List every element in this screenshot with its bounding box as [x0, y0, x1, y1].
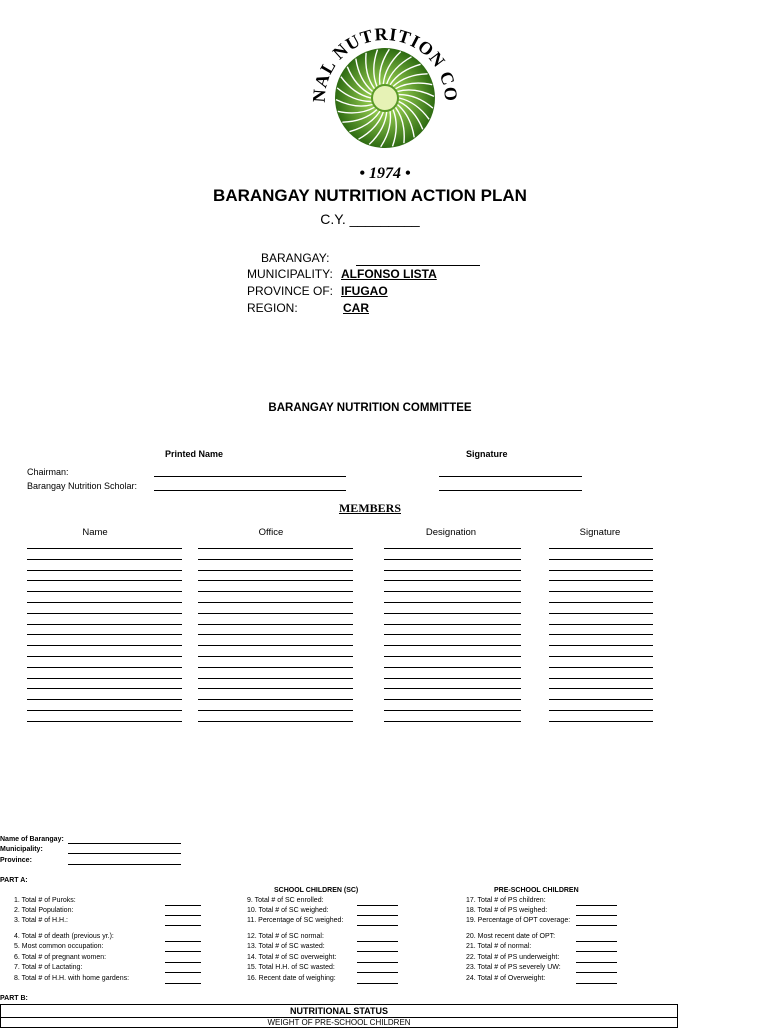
member-office-line[interactable]: [198, 602, 353, 603]
member-designation-line[interactable]: [384, 570, 521, 571]
member-office-line[interactable]: [198, 613, 353, 614]
part-a-item-label: 6. Total # of pregnant women:: [14, 954, 107, 961]
part-a-item-label: 1. Total # of Puroks:: [14, 897, 76, 904]
part-a-ps-item-label: 18. Total # of PS weighed:: [466, 907, 548, 914]
part-a-sc-item-blank[interactable]: [357, 972, 398, 973]
scholar-label: Barangay Nutrition Scholar:: [27, 481, 138, 491]
member-signature-line[interactable]: [549, 602, 653, 603]
member-name-line[interactable]: [27, 548, 182, 549]
member-designation-line[interactable]: [384, 624, 521, 625]
member-designation-line[interactable]: [384, 602, 521, 603]
name-of-barangay-line[interactable]: [68, 843, 181, 844]
part-a-sc-item-label: 16. Recent date of weighing:: [247, 975, 336, 982]
member-designation-line[interactable]: [384, 699, 521, 700]
member-name-line[interactable]: [27, 678, 182, 679]
nutritional-status-table: [0, 1004, 678, 1028]
signature-header: Signature: [466, 449, 508, 459]
member-name-line[interactable]: [27, 602, 182, 603]
members-col-office: Office: [258, 527, 284, 538]
part-a-item-blank[interactable]: [165, 925, 201, 926]
member-signature-line[interactable]: [549, 688, 653, 689]
part-a-sc-item-label: 13. Total # of SC wasted:: [247, 943, 325, 950]
member-signature-line[interactable]: [549, 634, 653, 635]
member-name-line[interactable]: [27, 721, 182, 722]
region-value-text: CAR: [343, 301, 369, 315]
member-office-line[interactable]: [198, 678, 353, 679]
part-a-sc-item-label: 11. Percentage of SC weighed:: [247, 917, 344, 924]
page-title: BARANGAY NUTRITION ACTION PLAN: [213, 186, 527, 205]
scholar-name-line[interactable]: [154, 490, 346, 491]
member-designation-line[interactable]: [384, 678, 521, 679]
member-signature-line[interactable]: [549, 559, 653, 560]
member-office-line[interactable]: [198, 667, 353, 668]
chairman-signature-line[interactable]: [439, 476, 582, 477]
part-a-ps-item-label: 24. Total # of Overweight:: [466, 975, 546, 982]
member-name-line[interactable]: [27, 667, 182, 668]
member-designation-line[interactable]: [384, 656, 521, 657]
part-a-ps-item-label: 20. Most recent date of OPT:: [466, 933, 556, 940]
part-a-ps-item-label: 23. Total # of PS severely UW:: [466, 964, 561, 971]
member-designation-line[interactable]: [384, 613, 521, 614]
member-designation-line[interactable]: [384, 559, 521, 560]
part-a-item-blank[interactable]: [165, 983, 201, 984]
member-name-line[interactable]: [27, 656, 182, 657]
member-office-line[interactable]: [198, 580, 353, 581]
chairman-name-line[interactable]: [154, 476, 346, 477]
barangay-blank[interactable]: [356, 254, 480, 266]
member-office-line[interactable]: [198, 699, 353, 700]
member-office-line[interactable]: [198, 710, 353, 711]
part-a-sc-item-blank[interactable]: [357, 983, 398, 984]
part-a-sc-item-blank[interactable]: [357, 915, 398, 916]
scholar-signature-line[interactable]: [439, 490, 582, 491]
region-label: REGION:: [247, 301, 298, 315]
member-designation-line[interactable]: [384, 634, 521, 635]
member-designation-line[interactable]: [384, 645, 521, 646]
member-designation-line[interactable]: [384, 688, 521, 689]
part-a-item-label: 7. Total # of Lactating:: [14, 964, 83, 971]
municipality-label: MUNICIPALITY:: [247, 267, 333, 281]
part-a-ps-item-blank[interactable]: [576, 925, 617, 926]
part-a-ps-item-blank[interactable]: [576, 905, 617, 906]
member-name-line[interactable]: [27, 688, 182, 689]
part-b-label: PART B:: [0, 995, 28, 1002]
part-a-sc-item-label: 12. Total # of SC normal:: [247, 933, 324, 940]
region-value: [340, 301, 369, 315]
member-office-line[interactable]: [198, 624, 353, 625]
member-signature-line[interactable]: [549, 721, 653, 722]
part-a-ps-item-blank[interactable]: [576, 915, 617, 916]
part-a-item-blank[interactable]: [165, 915, 201, 916]
member-office-line[interactable]: [198, 591, 353, 592]
member-signature-line[interactable]: [549, 570, 653, 571]
member-designation-line[interactable]: [384, 721, 521, 722]
name-of-barangay-label: Name of Barangay:: [0, 836, 64, 843]
school-children-header: SCHOOL CHILDREN (SC): [274, 887, 359, 894]
member-designation-line[interactable]: [384, 710, 521, 711]
nnc-logo-graphic: [305, 12, 465, 184]
part-a-ps-item-blank[interactable]: [576, 951, 617, 952]
part-a-item-label: 4. Total # of death (previous yr.):: [14, 933, 114, 940]
member-office-line[interactable]: [198, 721, 353, 722]
part-a-item-blank[interactable]: [165, 905, 201, 906]
member-signature-line[interactable]: [549, 656, 653, 657]
member-designation-line[interactable]: [384, 591, 521, 592]
part-a-sc-item-label: 15. Total H.H. of SC wasted:: [247, 964, 335, 971]
member-name-line[interactable]: [27, 710, 182, 711]
part-a-item-label: 3. Total # of H.H.:: [14, 917, 68, 924]
part-a-item-blank[interactable]: [165, 951, 201, 952]
municipality-value: [341, 267, 437, 281]
part-a-sc-item-blank[interactable]: [357, 925, 398, 926]
members-title: MEMBERS: [338, 501, 401, 515]
municipality-value-text: ALFONSO LISTA: [341, 267, 437, 281]
member-signature-line[interactable]: [549, 710, 653, 711]
municipality2-label: Municipality:: [0, 846, 43, 853]
member-office-line[interactable]: [198, 645, 353, 646]
printed-name-header: Printed Name: [165, 449, 224, 459]
part-a-label: PART A:: [0, 877, 28, 884]
member-name-line[interactable]: [27, 645, 182, 646]
province-label: PROVINCE OF:: [247, 284, 334, 298]
member-office-line[interactable]: [198, 559, 353, 560]
preschool-header: PRE-SCHOOL CHILDREN: [494, 887, 579, 894]
part-a-sc-item-blank[interactable]: [357, 962, 398, 963]
part-a-ps-item-label: 17. Total # of PS children:: [466, 897, 546, 904]
part-a-item-blank[interactable]: [165, 972, 201, 973]
province2-label: Province:: [0, 857, 32, 864]
member-office-line[interactable]: [198, 548, 353, 549]
part-a-item-label: 8. Total # of H.H. with home gardens:: [14, 975, 130, 982]
member-name-line[interactable]: [27, 580, 182, 581]
part-a-ps-item-blank[interactable]: [576, 941, 617, 942]
province-value-text: IFUGAO: [341, 284, 388, 298]
member-designation-line[interactable]: [384, 548, 521, 549]
svg-text:NATIONAL NUTRITION COUNCIL: NAL NUTRITION CO: [308, 23, 462, 103]
part-a-sc-item-label: 10. Total # of SC weighed:: [247, 907, 329, 914]
committee-title: BARANGAY NUTRITION COMMITTEE: [268, 402, 472, 414]
member-signature-line[interactable]: [549, 667, 653, 668]
part-a-sc-item-blank[interactable]: [357, 951, 398, 952]
member-office-line[interactable]: [198, 570, 353, 571]
chairman-label: Chairman:: [27, 467, 69, 477]
part-a-sc-item-blank[interactable]: [357, 941, 398, 942]
member-name-line[interactable]: [27, 699, 182, 700]
member-office-line[interactable]: [198, 634, 353, 635]
part-a-ps-item-label: 21. Total # of normal:: [466, 943, 532, 950]
part-a-item-blank[interactable]: [165, 941, 201, 942]
part-a-sc-item-label: 9. Total # of SC enrolled:: [247, 897, 324, 904]
part-a-item-label: 5. Most common occupation:: [14, 943, 104, 950]
member-signature-line[interactable]: [549, 624, 653, 625]
member-name-line[interactable]: [27, 613, 182, 614]
member-name-line[interactable]: [27, 591, 182, 592]
calendar-year: C.Y. _________: [320, 211, 420, 227]
svg-text:• 1974 •: • 1974 •: [359, 165, 411, 182]
member-signature-line[interactable]: [549, 678, 653, 679]
weight-preschool-header: WEIGHT OF PRE-SCHOOL CHILDREN: [1, 1017, 677, 1027]
part-a-ps-item-blank[interactable]: [576, 983, 617, 984]
nnc-logo: [305, 12, 465, 184]
member-signature-line[interactable]: [549, 580, 653, 581]
member-office-line[interactable]: [198, 688, 353, 689]
member-name-line[interactable]: [27, 624, 182, 625]
part-a-ps-item-blank[interactable]: [576, 962, 617, 963]
province-value: [341, 284, 388, 298]
part-a-ps-item-blank[interactable]: [576, 972, 617, 973]
member-designation-line[interactable]: [384, 667, 521, 668]
member-signature-line[interactable]: [549, 613, 653, 614]
member-name-line[interactable]: [27, 570, 182, 571]
part-a-sc-item-blank[interactable]: [357, 905, 398, 906]
part-a-item-label: 2. Total Population:: [14, 907, 74, 914]
part-a-ps-item-label: 19. Percentage of OPT coverage:: [466, 917, 571, 924]
member-name-line[interactable]: [27, 634, 182, 635]
municipality2-line[interactable]: [68, 853, 181, 854]
member-signature-line[interactable]: [549, 548, 653, 549]
members-col-signature: Signature: [579, 527, 621, 538]
part-a-sc-item-label: 14. Total # of SC overweight:: [247, 954, 337, 961]
member-signature-line[interactable]: [549, 591, 653, 592]
members-col-name: Name: [82, 527, 108, 538]
member-designation-line[interactable]: [384, 580, 521, 581]
part-a-item-blank[interactable]: [165, 962, 201, 963]
province2-line[interactable]: [68, 864, 181, 865]
members-col-designation: Designation: [425, 527, 477, 538]
barangay-label: BARANGAY:: [261, 251, 330, 265]
member-signature-line[interactable]: [549, 699, 653, 700]
member-signature-line[interactable]: [549, 645, 653, 646]
member-office-line[interactable]: [198, 656, 353, 657]
member-name-line[interactable]: [27, 559, 182, 560]
part-a-ps-item-label: 22. Total # of PS underweight:: [466, 954, 560, 961]
nutritional-status-title: NUTRITIONAL STATUS: [290, 1006, 388, 1016]
